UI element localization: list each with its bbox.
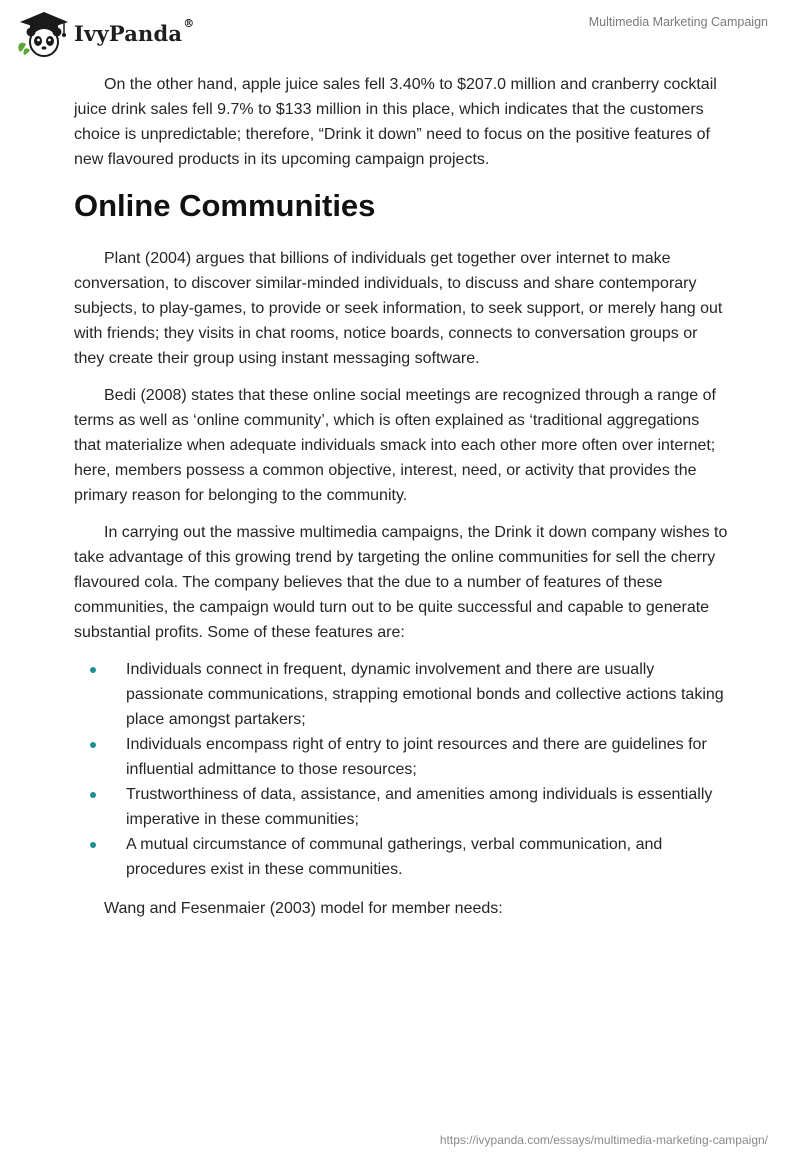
list-item	[74, 832, 730, 882]
features-list	[74, 657, 730, 882]
bullet-icon	[90, 792, 96, 798]
list-item-text: Individuals connect in frequent, dynamic involvement and there are usually passionate communications, strapping emotional bonds and collective actions taking place amongst partakers;	[126, 661, 724, 728]
intro-paragraph: On the other hand, apple juice sales fell 3.40% to $207.0 million and cranberry cocktail juice drink sales fell 9.7% to $133 million in this place, which indicates that the customers choice is unpredictable; therefore, “Drink it down” need to focus on the positive features of new flavoured products in its upcoming campaign projects.	[74, 76, 717, 168]
source-url[interactable]: https://ivypanda.com/essays/multimedia-marketing-campaign/	[439, 1133, 768, 1147]
paragraph: Bedi (2008) states that these online social meetings are recognized through a range of terms as well as ‘online community’, which is often explained as ‘traditional aggregations that materialize when adequate individuals smack into each other more often over internet; here, members possess a common objective, interest, need, or activity that provides the primary reason for belonging to the community.	[74, 387, 716, 504]
bullet-icon	[90, 667, 96, 673]
list-item-text: Individuals encompass right of entry to joint resources and there are guidelines for influential admittance to those resources;	[126, 736, 707, 778]
ivypanda-logo[interactable]	[14, 8, 194, 58]
essay-content	[74, 72, 730, 933]
paragraph: In carrying out the massive multimedia campaigns, the Drink it down company wishes to take advantage of this growing trend by targeting the online communities for sell the cherry flavoured cola. The company believes that the due to a number of features of these communities, the campaign would turn out to be quite successful and capable to generate substantial profits. Some of these features are:	[74, 524, 728, 641]
list-item-text: Trustworthiness of data, assistance, and amenities among individuals is essentially imperative in these communities;	[126, 786, 713, 828]
panda-graduate-icon	[14, 8, 70, 58]
closing-paragraph: Wang and Fesenmaier (2003) model for member needs:	[104, 900, 503, 917]
page-header	[0, 0, 800, 70]
registered-mark: ®	[183, 16, 195, 30]
bullet-icon	[90, 742, 96, 748]
bullet-icon	[90, 842, 96, 848]
list-item	[74, 782, 730, 832]
list-item-text: A mutual circumstance of communal gatherings, verbal communication, and procedures exist in these communities.	[126, 836, 663, 878]
logo-text: IvyPanda®	[74, 16, 195, 46]
paragraph: Plant (2004) argues that billions of individuals get together over internet to make conversation, to discover similar-minded individuals, to discuss and share contemporary subjects, to play-games, to provide or seek information, to seek support, or merely hang out with friends; they visits in chat rooms, notice boards, connects to conversation groups or they create their group using instant messaging software.	[74, 250, 723, 367]
list-item	[74, 657, 730, 732]
document-title: Multimedia Marketing Campaign	[588, 15, 768, 29]
section-heading: Online Communities	[74, 188, 376, 223]
list-item	[74, 732, 730, 782]
